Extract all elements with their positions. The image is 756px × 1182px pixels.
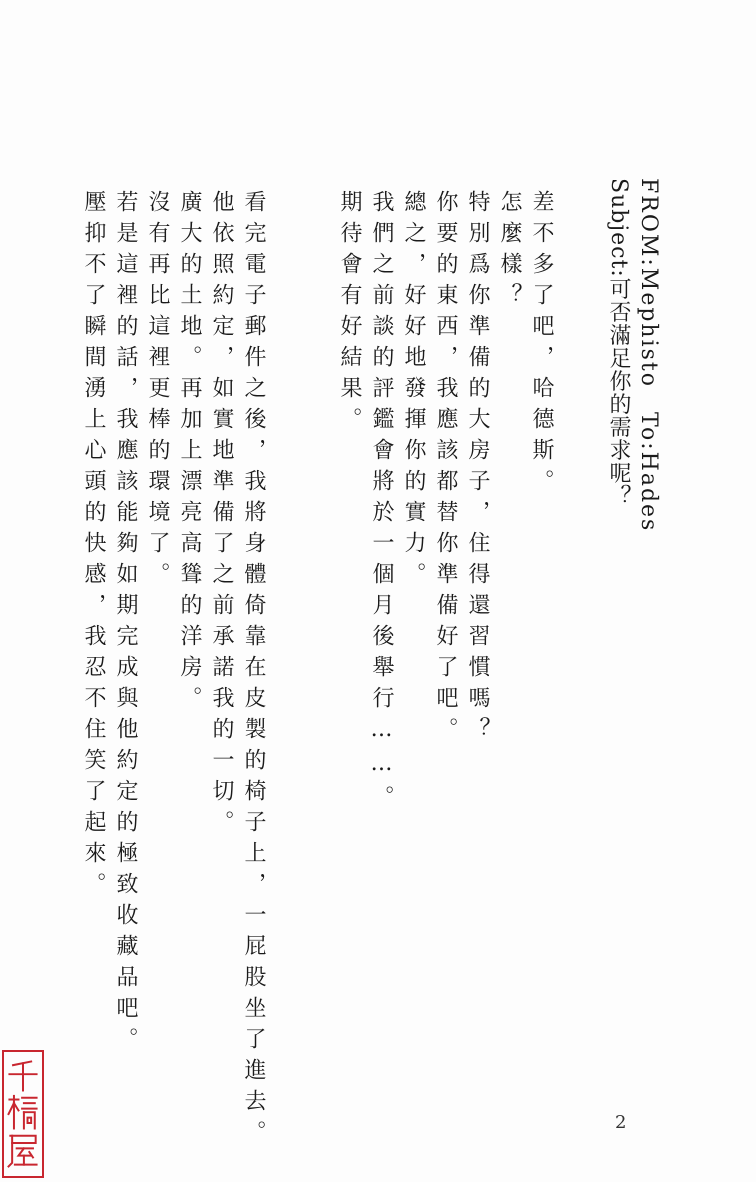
narration-line-1: 看完電子郵件之後，我將身體倚靠在皮製的椅子上，一屁股坐了進去。: [241, 190, 266, 1151]
email-body-line-5: 總之，好好地發揮你的實力。: [401, 190, 426, 593]
email-subject-line: Subject:可否滿足你的需求呢？: [606, 178, 631, 508]
email-body-line-7: 期待會有好結果。: [337, 190, 362, 438]
page-number: 2: [615, 1112, 627, 1133]
seal-stamp-icon: [2, 1050, 44, 1178]
narration-line-2: 他依照約定，如實地準備了之前承諾我的一切。: [209, 190, 234, 841]
narration-line-4: 沒有再比這裡更棒的環境了。: [145, 190, 170, 593]
email-body-line-3: 特別爲你準備的大房子，住得還習慣嗎？: [465, 190, 490, 748]
email-body-line-6: 我們之前談的評鑑會將於一個月後舉行……。: [369, 190, 394, 816]
email-body-line-1: 差不多了吧，哈德斯。: [529, 190, 554, 500]
narration-line-3: 廣大的土地。再加上漂亮高聳的洋房。: [177, 190, 202, 717]
narration-line-5: 若是這裡的話，我應該能夠如期完成與他約定的極致收藏品吧。: [113, 190, 138, 1058]
narration-line-6: 壓抑不了瞬間湧上心頭的快感，我忍不住笑了起來。: [81, 190, 106, 903]
email-body-line-4: 你要的東西，我應該都替你準備好了吧。: [433, 190, 458, 748]
email-from-line: FROM:Mephisto To:Hades: [636, 178, 661, 533]
email-body-line-2: 怎麼樣？: [497, 190, 522, 314]
